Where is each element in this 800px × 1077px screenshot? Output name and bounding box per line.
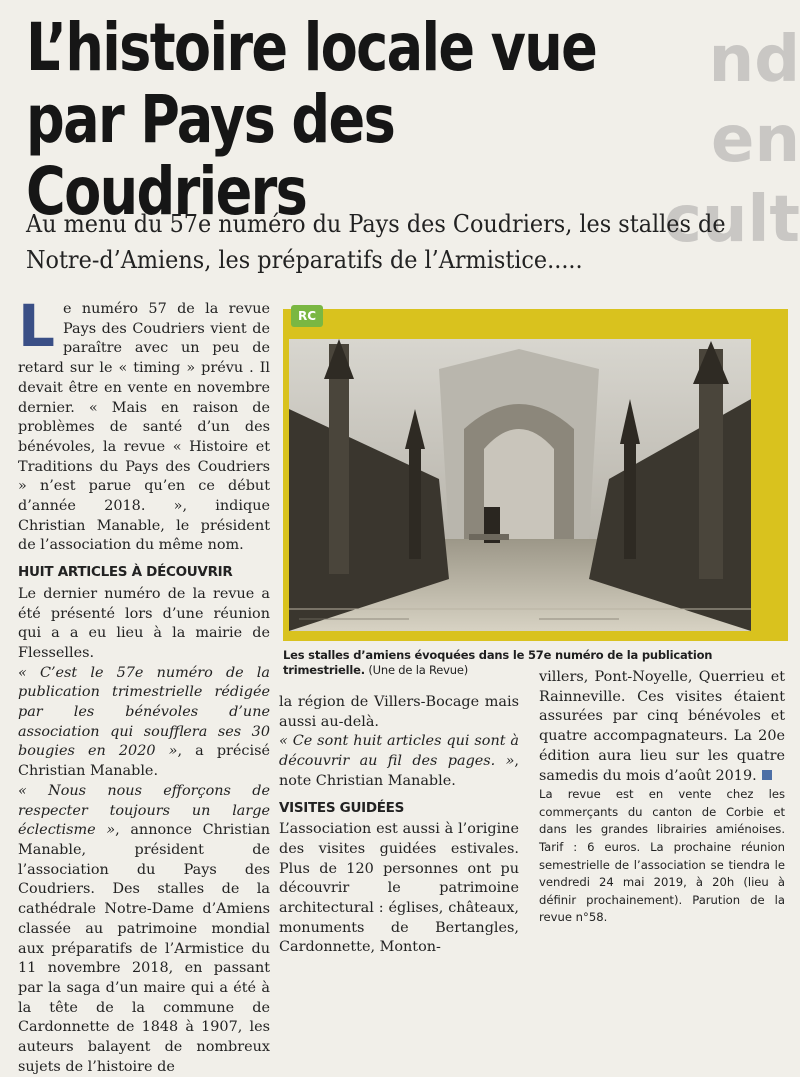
- paragraph-text: villers, Pont-Noyelle, Querrieu et Rainneville. Ces visites étaient assurées par cinq bénévoles et quatre accompagnateurs. La 20e édition aura lieu sur les quatre samedis du mois d’août 2019.: [539, 669, 785, 784]
- article-column-1: [18, 292, 270, 1077]
- paragraph-5: la région de Villers-Bocage mais aussi au-delà.: [279, 694, 519, 730]
- quote-attribution: , a précisé Christian Manable.: [18, 743, 270, 780]
- paragraph-2: Le dernier numéro de la revue a été présenté lors d’une réunion qui a a eu lieu à la mairie de Flesselles.: [18, 585, 270, 661]
- lead-text: e numéro 57 de la revue Pays des Coudriers vient de paraître avec un peu de retard sur le « timing » prévu . Il devait être en vente en novembre dernier. « Mais en raison de problèmes de santé d’un des bénévoles, la revue « Histoire et Traditions du Pays des Coudriers » n’est parue qu’en ce début d’année 2018. », indique Christian Manable, le président de l’association du même nom.: [18, 301, 270, 554]
- headline: [26, 9, 600, 230]
- quote-attribution: , note Christian Manable.: [279, 753, 519, 789]
- bleed-line-1: nd en: [708, 23, 800, 177]
- paragraph-4: [18, 782, 270, 1077]
- background-bleed-text: [650, 20, 800, 257]
- quote-text: « C’est le 57e numéro de la publication trimestrielle rédigée par les bénévoles d’une association qui soufflera ses 30 bougies en 2020 »: [18, 664, 270, 760]
- lead-paragraph: [18, 292, 270, 556]
- paragraph-7: L’association est aussi à l’origine des visites guidées estivales. Plus de 120 personnes ont pu découvrir le patrimoine architectural : églises, châteaux, monuments de Bertangles, Cardonnette, Monton-: [279, 821, 519, 956]
- subheading-huit-articles: HUIT ARTICLES À DÉCOUVRIR: [18, 564, 233, 581]
- headline-line-2: par Pays des Coudriers: [26, 81, 395, 230]
- deck-subtitle: Au menu du 57e numéro du Pays des Coudriers, les stalles de Notre-d’Amiens, les préparatifs de l’Armistice.....: [26, 210, 726, 274]
- paragraph-3: [18, 664, 270, 782]
- cathedral-stalls-photo: [289, 339, 751, 631]
- headline-line-1: L’histoire locale vue: [26, 9, 597, 86]
- paragraph-8: [539, 668, 785, 786]
- dropcap-letter: L: [18, 292, 55, 360]
- article-column-3: [539, 668, 785, 927]
- photo-frame: [283, 309, 788, 641]
- info-note: La revue est en vente chez les commerçants du canton de Corbie et dans les grandes librairies amiénoises. Tarif : 6 euros. La prochaine réunion semestrielle de l’association se tiendra le vendredi 24 mai 2019, à 20h (lieu à définir prochainement). Parution de la revue n°58.: [539, 787, 785, 925]
- photo-credit: (Une de la Revue): [368, 663, 469, 677]
- paragraph-6: [279, 732, 519, 791]
- paragraph-text: , annonce Christian Manable, président de l’association du Pays des Coudriers. Des stalles de la cathédrale Notre-Dame d’Amiens classée au patrimoine mondial aux préparatifs de l’Armistice du 11 novembre 2018, en passant par la saga d’un maire qui a été à la tête de la commune de Cardonnette de 1848 à 1907, les auteurs balayent de nombreux sujets de l’histoire de: [18, 822, 270, 1075]
- caption-text: Les stalles d’amiens évoquées dans le 57e numéro de la publication trimestrielle.: [283, 648, 713, 677]
- quote-text: « Ce sont huit articles qui sont à découvrir au fil des pages. »: [279, 733, 519, 770]
- quote-text: « Nous nous efforçons de respecter toujours un large éclectisme »: [18, 782, 270, 839]
- subheading-visites-guidees: VISITES GUIDÉES: [279, 799, 405, 816]
- end-mark-icon: [762, 770, 772, 780]
- article-column-2: [279, 693, 519, 958]
- photo-badge: RC: [291, 305, 323, 327]
- bleed-line-2: cult: [663, 183, 800, 257]
